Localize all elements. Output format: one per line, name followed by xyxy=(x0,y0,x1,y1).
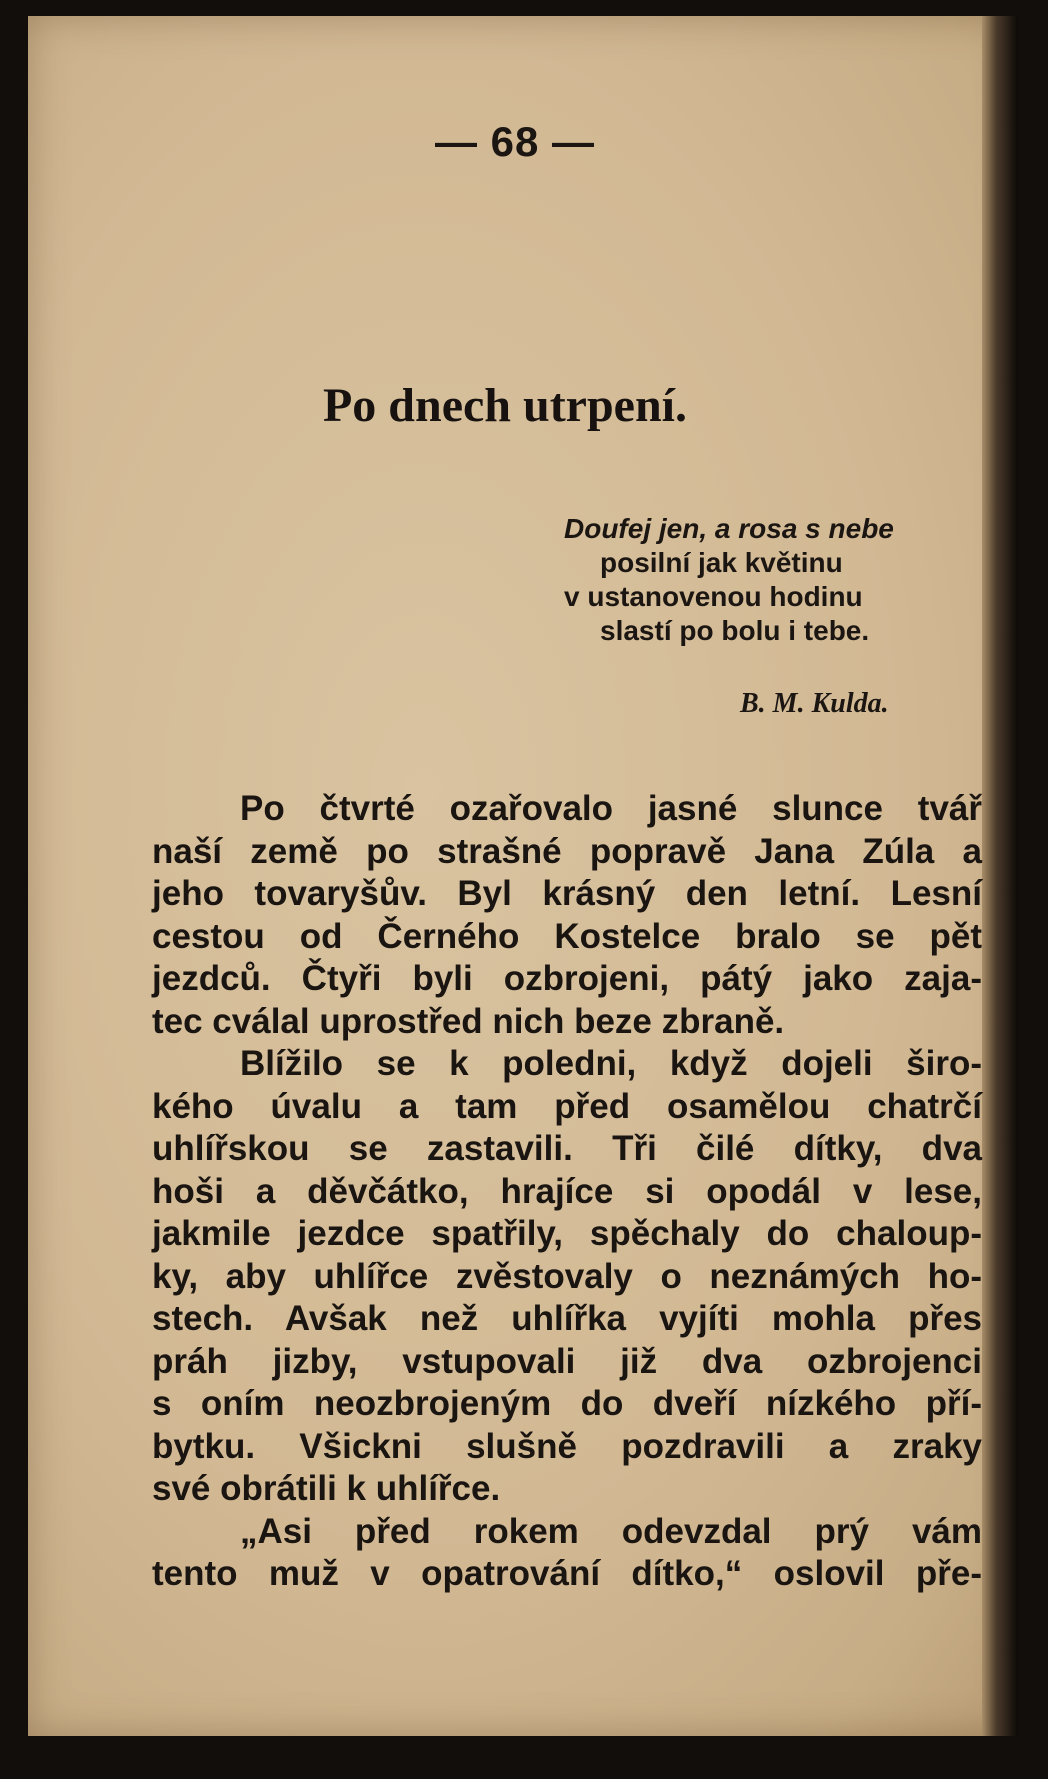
epigraph-line: v ustanovenou hodinu xyxy=(564,581,863,612)
text-line: jeho tovaryšův. Byl krásný den letní. Lesní xyxy=(152,874,982,913)
text-line: kého úvalu a tam před osamělou chatrčí xyxy=(152,1086,982,1126)
text-line: naší země po strašné popravě Jana Zúla a xyxy=(152,831,982,871)
text-line: jakmile jezdce spatřily, spěchaly do chaloup- xyxy=(152,1214,982,1253)
text-line: Po čtvrté ozařovalo jasné slunce tvář xyxy=(240,789,982,828)
epigraph-line: slastí po bolu i tebe. xyxy=(600,615,870,646)
chapter-title: Po dnech utrpení. xyxy=(322,379,688,432)
epigraph-attribution: B. M. Kulda. xyxy=(740,688,889,719)
page-number: — 68 — xyxy=(434,118,596,165)
text-line: uhlířskou se zastavili. Tři čilé dítky, dva xyxy=(152,1129,982,1168)
text-line: cestou od Černého Kostelce bralo se pět xyxy=(152,916,982,956)
text-line: stech. Avšak než uhlířka vyjíti mohla přes xyxy=(152,1299,982,1338)
body-text xyxy=(152,788,982,1596)
text-line: „Asi před rokem odevzdal prý vám xyxy=(240,1511,982,1551)
text-line: s oním neozbrojeným do dveří nízkého pří- xyxy=(152,1384,982,1423)
text-line: tec cválal uprostřed nich beze zbraně. xyxy=(152,1001,785,1041)
text-line: práh jizby, vstupovali již dva ozbrojenci xyxy=(152,1341,982,1381)
text-line: své obrátili k uhlířce. xyxy=(152,1469,501,1508)
epigraph xyxy=(564,512,1004,648)
epigraph-line: Doufej jen, a rosa s nebe xyxy=(564,513,894,544)
text-line: jezdců. Čtyři byli ozbrojeni, pátý jako zaja- xyxy=(152,959,982,998)
text-line: ky, aby uhlířce zvěstovaly o neznámých ho- xyxy=(152,1256,982,1296)
epigraph-line: posilní jak květinu xyxy=(600,547,843,578)
book-spine-shadow xyxy=(982,16,1018,1736)
text-line: bytku. Všickni slušně pozdravili a zraky xyxy=(152,1426,982,1466)
text-line: hoši a děvčátko, hrajíce si opodál v lese, xyxy=(152,1171,982,1211)
text-line: Blížilo se k poledni, když dojeli širo- xyxy=(240,1044,982,1083)
text-line: tento muž v opatrování dítko,“ oslovil pře- xyxy=(152,1554,982,1593)
